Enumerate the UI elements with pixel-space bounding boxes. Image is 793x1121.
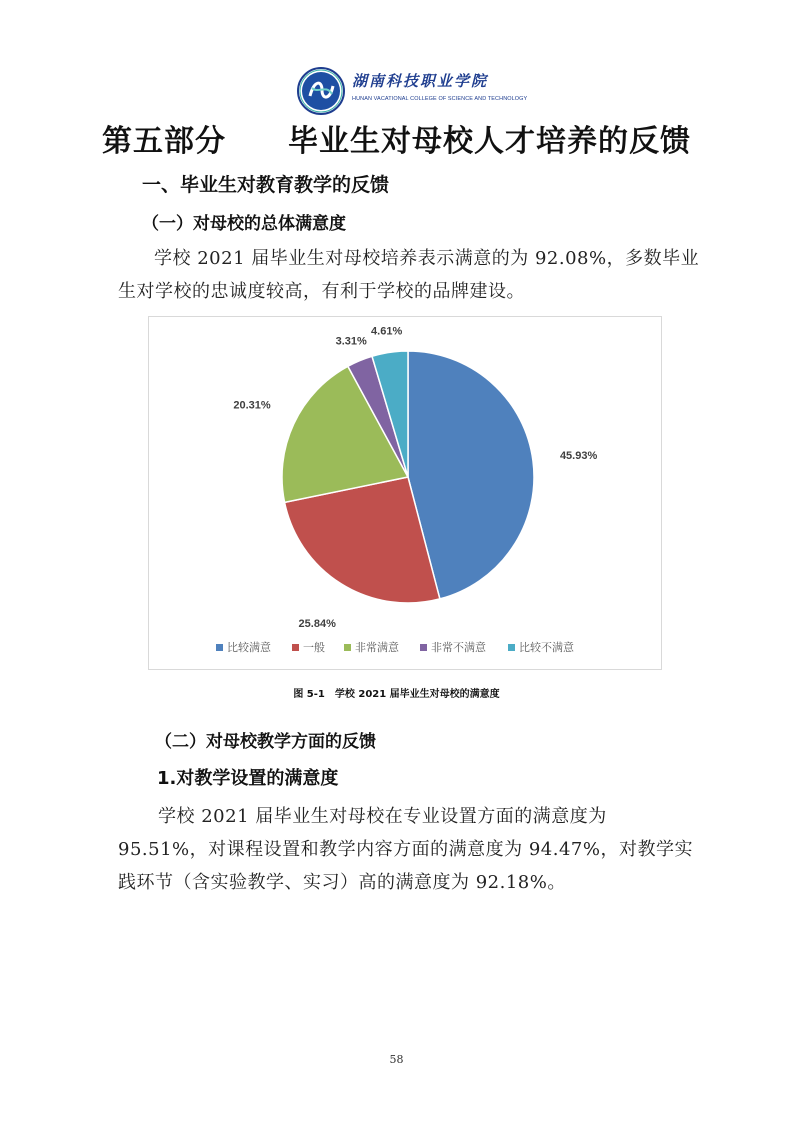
school-name-cn: 湖南科技职业学院: [352, 72, 489, 90]
subsection-title-teaching-feedback: （二）对母校教学方面的反馈: [155, 732, 376, 752]
legend-label-3: 非常满意: [355, 641, 399, 654]
pie-data-label-1: 45.93%: [559, 450, 598, 463]
pie-data-label-3: 20.31%: [233, 399, 271, 412]
paragraph-teaching-setup: 学校 2021 届毕业生对母校在专业设置方面的满意度为 95.51%，对课程设置和教学内容方面的满意度为 94.47%，对教学实践环节（含实验教学、实习）高的满意度为 92.18%。: [118, 806, 693, 893]
legend-swatch-3: [344, 644, 351, 651]
legend-label-5: 比较不满意: [519, 641, 574, 654]
subsubsection-title-teaching-setup: 1.对教学设置的满意度: [157, 768, 339, 789]
legend-label-4: 非常不满意: [431, 641, 486, 654]
figure-caption: 图 5-1 学校 2021 届毕业生对母校的满意度: [293, 689, 500, 700]
pie-data-label-5: 4.61%: [371, 325, 403, 338]
pie-data-label-4: 3.31%: [335, 335, 367, 348]
school-logo: [296, 66, 528, 116]
page-number: 58: [389, 1053, 404, 1066]
satisfaction-pie-chart: [148, 316, 662, 670]
pie-data-label-2: 25.84%: [298, 618, 336, 631]
legend-swatch-5: [508, 644, 515, 651]
pie-chart-svg: [149, 317, 663, 671]
school-emblem-icon: [296, 66, 350, 116]
legend-swatch-2: [292, 644, 299, 651]
legend-label-1: 比较满意: [227, 641, 271, 654]
subsection-title-overall-satisfaction: （一）对母校的总体满意度: [142, 214, 346, 234]
paragraph-overall-satisfaction: 学校 2021 届毕业生对母校培养表示满意的为 92.08%，多数毕业生对学校的忠诚度较高，有利于学校的品牌建设。: [118, 248, 700, 302]
legend-swatch-1: [216, 644, 223, 651]
legend-swatch-4: [420, 644, 427, 651]
chapter-title: 第五部分 毕业生对母校人才培养的反馈: [102, 124, 691, 159]
school-name-en: HUNAN VACATIONAL COLLEGE OF SCIENCE AND TECHNOLOGY: [352, 96, 528, 102]
legend-label-2: 一般: [303, 641, 325, 654]
section-title: 一、毕业生对教育教学的反馈: [142, 174, 390, 196]
